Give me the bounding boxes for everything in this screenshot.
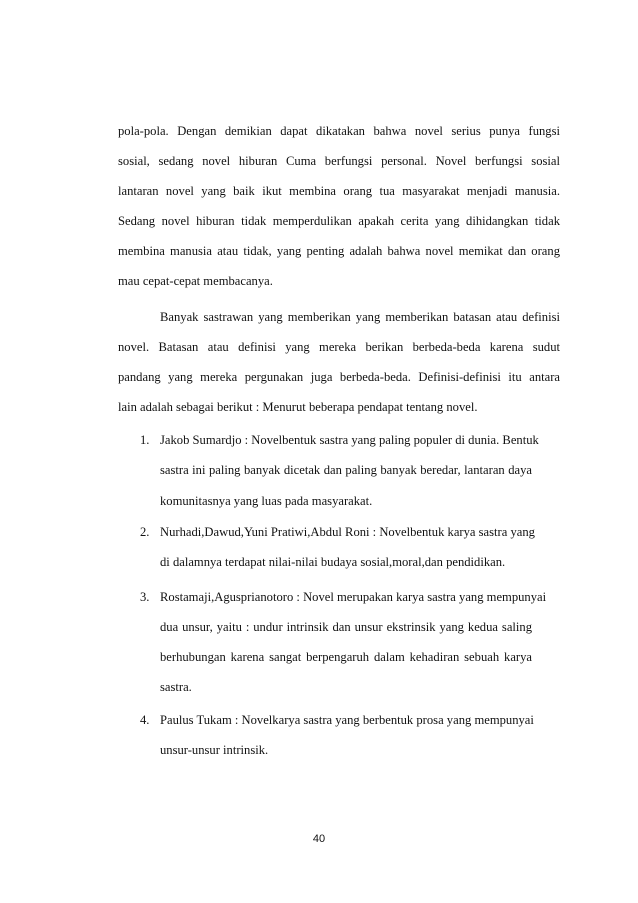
list-item-3-number: 3. [140, 590, 150, 604]
list-item-3-line-2: dua unsur, yaitu : undur intrinsik dan unsur ekstrinsik yang kedua saling [160, 620, 532, 634]
paragraph-1-line-6: mau cepat-cepat membacanya. [118, 274, 273, 288]
list-item-3-line-3: berhubungan karena sangat berpengaruh dalam kehadiran sebuah karya [160, 650, 532, 664]
list-item-1-line-2: sastra ini paling banyak dicetak dan paling banyak beredar, lantaran daya [160, 463, 532, 477]
list-item-3-line-1: Rostamaji,Agusprianotoro : Novel merupakan karya sastra yang mempunyai [160, 590, 547, 604]
paragraph-2-line-3: pandang yang mereka pergunakan juga berbeda-beda. Definisi-definisi itu antara [118, 370, 560, 384]
list-item-1-number: 1. [140, 433, 150, 447]
paragraph-1-line-2: sosial, sedang novel hiburan Cuma berfungsi personal. Novel berfungsi sosial [118, 154, 560, 168]
paragraph-1-line-5: membina manusia atau tidak, yang penting adalah bahwa novel memikat dan orang [118, 244, 560, 258]
list-item-4-line-2: unsur-unsur intrinsik. [160, 743, 269, 757]
paragraph-2-line-2: novel. Batasan atau definisi yang mereka berikan berbeda-beda karena sudut [118, 340, 560, 354]
list-item-1-line-3: komunitasnya yang luas pada masyarakat. [160, 494, 373, 508]
page-number: 40 [312, 833, 326, 845]
paragraph-2-line-1: Banyak sastrawan yang memberikan yang memberikan batasan atau definisi [160, 310, 560, 324]
paragraph-1-line-3: lantaran novel yang baik ikut membina orang tua masyarakat menjadi manusia. [118, 184, 560, 198]
list-item-1-line-1: Jakob Sumardjo : Novelbentuk sastra yang paling populer di dunia. Bentuk [160, 433, 539, 447]
list-item-2-line-2: di dalamnya terdapat nilai-nilai budaya sosial,moral,dan pendidikan. [160, 555, 506, 569]
paragraph-1-line-4: Sedang novel hiburan tidak memperdulikan apakah cerita yang dihidangkan tidak [118, 214, 560, 228]
paragraph-2-line-4: lain adalah sebagai berikut : Menurut beberapa pendapat tentang novel. [118, 400, 478, 414]
paragraph-1-line-1: pola-pola. Dengan demikian dapat dikatakan bahwa novel serius punya fungsi [118, 124, 560, 138]
list-item-2-number: 2. [140, 525, 150, 539]
list-item-2-line-1: Nurhadi,Dawud,Yuni Pratiwi,Abdul Roni : Novelbentuk karya sastra yang [160, 525, 535, 539]
list-item-4-number: 4. [140, 713, 150, 727]
list-item-3-line-4: sastra. [160, 680, 192, 694]
list-item-4-line-1: Paulus Tukam : Novelkarya sastra yang berbentuk prosa yang mempunyai [160, 713, 534, 727]
